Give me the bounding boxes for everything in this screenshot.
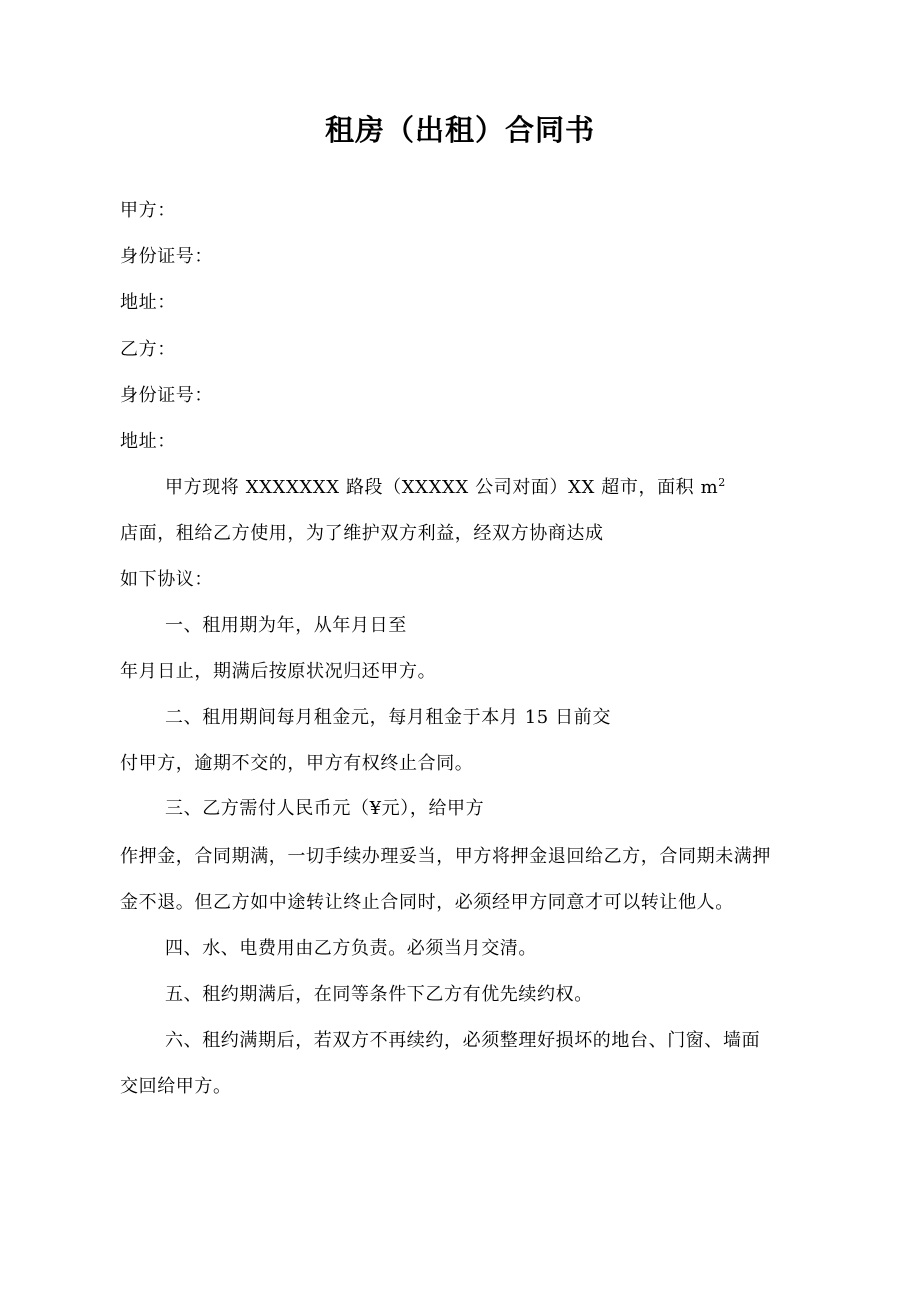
party-a-address-label: 地址： bbox=[120, 292, 176, 313]
clause-2-line-1: 二、租用期间每月租金元，每月租金于本月 15 日前交 bbox=[165, 707, 611, 728]
clause-2-line-2: 付甲方，逾期不交的，甲方有权终止合同。 bbox=[120, 753, 474, 774]
clause-3-line-3: 金不退。但乙方如中途转让终止合同时，必须经甲方同意才可以转让他人。 bbox=[120, 892, 734, 913]
clause-1-line-2: 年月日止，期满后按原状况归还甲方。 bbox=[120, 661, 437, 682]
party-b-label: 乙方： bbox=[120, 339, 176, 360]
document-title: 租房（出租）合同书 bbox=[324, 113, 595, 147]
clause-5-line-1: 五、租约期满后，在同等条件下乙方有优先续约权。 bbox=[165, 984, 593, 1005]
area-unit-superscript: 2 bbox=[718, 476, 726, 489]
clause-6-line-1: 六、租约满期后，若双方不再续约，必须整理好损坏的地台、门窗、墙面 bbox=[165, 1030, 761, 1051]
party-a-label: 甲方： bbox=[120, 200, 176, 221]
clause-6-line-2: 交回给甲方。 bbox=[120, 1076, 232, 1097]
clause-3-line-2: 作押金，合同期满，一切手续办理妥当，甲方将押金退回给乙方，合同期未满押 bbox=[120, 846, 771, 867]
clause-1-line-1: 一、租用期为年，从年月日至 bbox=[165, 615, 407, 636]
intro-line-2: 店面，租给乙方使用，为了维护双方利益，经双方协商达成 bbox=[120, 523, 604, 544]
intro-line-1 bbox=[165, 476, 726, 500]
party-a-id-label: 身份证号： bbox=[120, 246, 213, 267]
clause-4-line-1: 四、水、电费用由乙方负责。必须当月交清。 bbox=[165, 938, 537, 959]
intro-line-3: 如下协议： bbox=[120, 569, 213, 590]
clause-3-line-1: 三、乙方需付人民币元（¥元），给甲方 bbox=[165, 798, 485, 819]
party-b-address-label: 地址： bbox=[120, 431, 176, 452]
party-b-id-label: 身份证号： bbox=[120, 385, 213, 406]
intro-line-1-text: 甲方现将 XXXXXXX 路段（XXXXX 公司对面）XX 超市，面积 m bbox=[165, 477, 719, 498]
